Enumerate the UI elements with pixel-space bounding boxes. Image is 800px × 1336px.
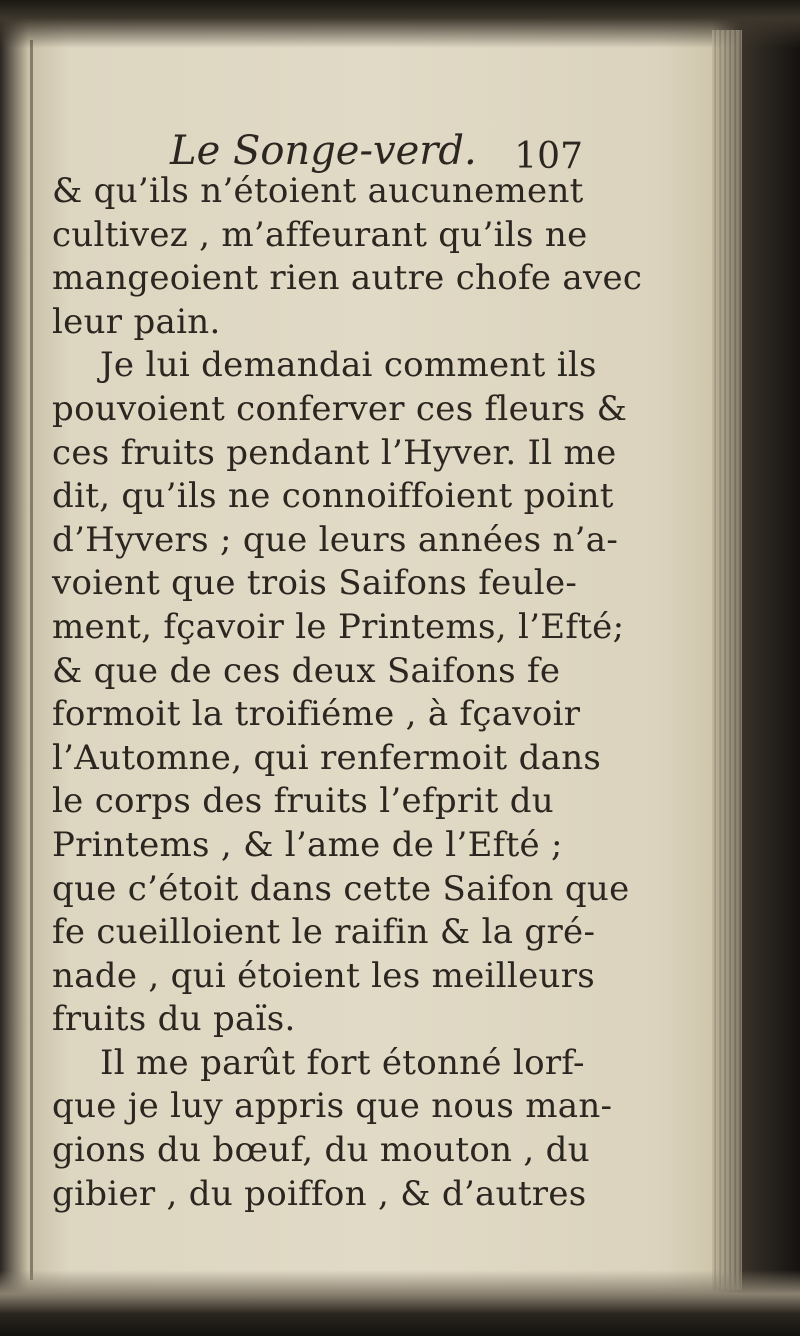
text-line: ment, fçavoir le Printems, l’Efté; <box>52 606 625 647</box>
text-line: d’Hyvers ; que leurs années n’a- <box>52 519 619 560</box>
text-line: voient que trois Saifons feule- <box>52 563 578 604</box>
text-line: le corps des fruits l’efprit du <box>52 781 554 822</box>
text-line: gions du bœuf, du mouton , du <box>52 1130 590 1171</box>
text-line: & qu’ils n’étoient aucunement <box>52 171 584 211</box>
text-line: cultivez , m’affeurant qu’ils ne <box>52 214 588 255</box>
text-line: formoit la troifiéme , à fçavoir <box>52 694 581 735</box>
bottom-edge-shadow <box>0 1270 800 1336</box>
text-line: l’Automne, qui renfermoit dans <box>52 737 602 778</box>
text-line: gibier , du poiffon , & d’autres <box>52 1173 587 1214</box>
text-line: leur pain. <box>52 301 221 342</box>
text-line: pouvoient conferver ces fleurs & <box>52 388 628 429</box>
text-line: que je luy appris que nous man- <box>52 1086 613 1127</box>
text-line: Je lui demandai comment ils <box>100 345 597 386</box>
text-line: nade , qui étoient les meilleurs <box>52 955 595 996</box>
text-line: dit, qu’ils ne connoiffoient point <box>52 476 614 517</box>
text-line: fruits du païs. <box>52 999 296 1040</box>
page-stack-edges <box>712 30 742 1290</box>
text-line: fe cueilloient le raifin & la gré- <box>52 912 596 953</box>
binding-gutter <box>30 40 33 1280</box>
body-text <box>52 170 702 1216</box>
text-line: & que de ces deux Saifons fe <box>52 650 561 691</box>
running-head: Le Songe-verd. <box>170 128 477 174</box>
text-line: mangeoient rien autre chofe avec <box>52 258 643 299</box>
top-edge-shadow <box>0 0 800 48</box>
page-number: 107 <box>514 136 583 177</box>
text-line: ces fruits pendant l’Hyver. Il me <box>52 432 617 473</box>
text-line: Printems , & l’ame de l’Efté ; <box>52 824 563 865</box>
text-line: que c’étoit dans cette Saifon que <box>52 868 630 909</box>
text-line: Il me parût fort étonné lorf- <box>100 1042 585 1083</box>
